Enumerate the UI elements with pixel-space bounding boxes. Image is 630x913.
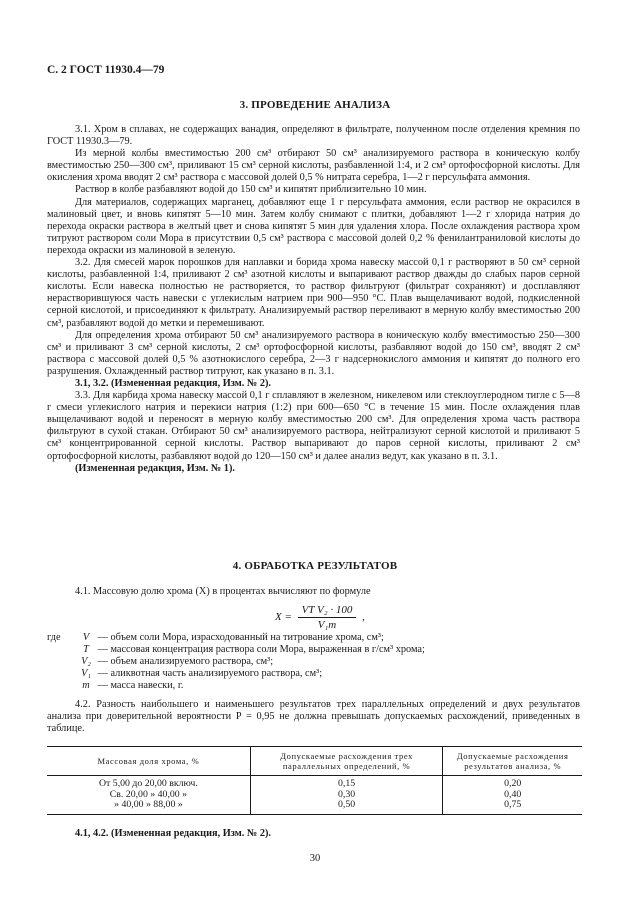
legend-row <box>47 668 580 680</box>
table-cell: 0,15 <box>250 776 443 790</box>
legend-row <box>47 656 580 668</box>
legend-text: — массовая концентрация раствора соли Мора, выраженная в г/см³ хрома; <box>97 644 425 655</box>
section-4-title: 4. ОБРАБОТКА РЕЗУЛЬТАТОВ <box>232 560 398 572</box>
legend-symbol: T <box>83 644 89 655</box>
page-header: С. 2 ГОСТ 11930.4—79 <box>47 64 165 76</box>
table-row <box>47 776 582 790</box>
table-cell: От 5,00 до 20,00 включ. <box>98 778 198 789</box>
section-3-body <box>47 124 580 475</box>
legend-text: — объем соли Мора, израсходованный на титрование хрома, см³; <box>97 632 384 643</box>
paragraph-3-1-procedure: Из мерной колбы вместимостью 200 см³ отбирают 50 см³ анализируемого раствора в коническую колбу вместимостью 250—300 см³, приливают 15 см³ серной кислоты, разбавленной 1:4, и 2 см³ ортофосфорной кислоты. Для окисления хрома вводят 2 см³ раствора с массовой долей 0,5 % нитрата серебра, 1—2 г персульфата аммония. <box>47 148 580 184</box>
table-cell: 0,50 <box>250 800 443 814</box>
table-cell: 0,40 <box>443 790 582 801</box>
section-3-title: 3. ПРОВЕДЕНИЕ АНАЛИЗА <box>239 99 391 111</box>
table-header-row <box>47 747 582 776</box>
formula-legend <box>47 632 580 692</box>
legend-symbol: V₁ <box>81 668 91 679</box>
amendment-note-3-1-3-2: 3.1, 3.2. (Измененная редакция, Изм. № 2). <box>75 377 271 389</box>
formula-lhs: X = <box>275 611 292 624</box>
legend-symbol: m <box>82 680 90 691</box>
paragraph-3-1-dilution: Раствор в колбе разбавляют водой до 150 см³ и кипятят приблизительно 10 мин. <box>75 184 427 196</box>
legend-row <box>47 644 580 656</box>
legend-row <box>47 680 580 692</box>
formula-tail: , <box>362 611 365 624</box>
table-header-cell: Допускаемые расхождения результатов анализа, % <box>443 747 582 776</box>
tolerance-table-grid <box>47 746 582 815</box>
paragraph-4-1 <box>47 586 580 598</box>
paragraph-3-2-determination: Для определения хрома отбирают 50 см³ анализируемого раствора в коническую колбу вместимостью 250—300 см³ и приливают 3 см³ серной кислоты, 2 см³ ортофосфорной кислоты, разбавляют водой до 150 см³, вводят 2 см³ раствора с массовой долей 0,5 % азотнокислого серебра, 2—3 г надсернокислого аммония и кипятят до полного его разрушения. Охлажденный раствор титруют, как указано в п. 3.1. <box>47 329 580 377</box>
paragraph-3-1-manganese: Для материалов, содержащих марганец, добавляют еще 1 г персульфата аммония, если раствор не окрасился в малиновый цвет, и вновь кипятят 5—10 мин. Затем колбу снимают с плитки, добавляют 1—2 г хлорида натрия до перехода окраски раствора в желтый цвет и снова кипятят 5 мин для удаления хлора. После охлаждения раствора хром титруют раствором соли Мора в присутствии 0,5 см³ раствора с массовой долей 0,2 % фенилантраниловой кислоты до перехода окраски из малиновой в зеленую. <box>47 196 580 256</box>
chromium-formula <box>275 604 365 631</box>
table-row <box>47 800 582 814</box>
formula-denominator: V₁m <box>317 619 337 631</box>
table-cell: Св. 20,00 » 40,00 » <box>109 788 188 800</box>
paragraph-4-2 <box>47 699 580 735</box>
amendment-note-4-text: 4.1, 4.2. (Измененная редакция, Изм. № 2). <box>75 828 271 839</box>
formula-fraction <box>298 604 357 631</box>
table-cell: » 40,00 » 88,00 » <box>114 799 183 810</box>
table-cell: 0,75 <box>443 800 582 814</box>
table-header-cell: Допускаемые расхождения трех параллельных определений, % <box>250 747 443 776</box>
legend-text: — объем анализируемого раствора, см³; <box>97 656 274 667</box>
page-number: 30 <box>309 853 321 864</box>
legend-text: — аликвотная часть анализируемого раствора, см³; <box>97 668 323 679</box>
legend-lead: где <box>47 632 61 643</box>
legend-symbol: V₂ <box>81 656 91 667</box>
amendment-note-3-3: (Измененная редакция, Изм. № 1). <box>75 462 235 474</box>
table-cell: 0,30 <box>250 790 443 801</box>
tolerance-table <box>47 746 582 815</box>
formula-numerator: VT V₂ · 100 <box>298 604 357 618</box>
paragraph-4-1-text: 4.1. Массовую долю хрома (X) в процентах вычисляют по формуле <box>75 586 371 597</box>
paragraph-3-3: 3.3. Для карбида хрома навеску массой 0,1 г сплавляют в железном, никелевом или стеклоуглеродном тигле с 5—8 г смеси углекислого натрия и перекиси натрия (1:2) при 600—650 °С в течение 15 мин. После охлаждения плав выщелачивают водой и переносят в мерную колбу вместимостью 200 см³. Для определения хрома часть раствора фильтруют в сухой стакан. Отбирают 50 см³ анализируемого раствора, нейтрализуют серной кислотой и приливают 5 см³ концентрированной серной кислоты. Раствор выпаривают до паров серной кислоты, приливают 2 см³ ортофосфорной кислоты, разбавляют водой до 120—150 см³ и далее анализ ведут, как указано в п. 3.1. <box>47 390 580 462</box>
paragraph-4-2-text: 4.2. Разность наибольшего и наименьшего результатов трех параллельных определений и двух результатов анализа при доверительной вероятности P = 0,95 не должна превышать допускаемых расхождений, приведенных в таблице. <box>47 699 580 735</box>
table-cell: 0,20 <box>443 776 582 790</box>
paragraph-3-2: 3.2. Для смесей марок порошков для наплавки и борида хрома навеску массой 0,1 г растворяют в 50 см³ серной кислоты, разбавленной 1:4, приливают 2 см³ азотной кислоты и выпаривают раствор дважды до слабых паров серной кислоты. Если навеска полностью не растворяется, то раствор фильтруют (фильтрат сохраняют) и досплавляют нерастворившуюся часть навески с углекислым натрием при 900—950 °С. Плав выщелачивают водой, подкисленной серной кислотой, и присоединяют к фильтрату. Анализируемый раствор переливают в мерную колбу вместимостью 200 см³, разбавляют водой до метки и перемешивают. <box>47 257 580 329</box>
amendment-note-4 <box>75 828 271 839</box>
table-header-cell: Массовая доля хрома, % <box>97 756 200 766</box>
legend-row <box>47 632 580 644</box>
legend-symbol: V <box>82 632 90 643</box>
paragraph-3-1: 3.1. Хром в сплавах, не содержащих ванадия, определяют в фильтрате, полученном после отделения кремния по ГОСТ 11930.3—79. <box>47 124 580 148</box>
legend-text: — масса навески, г. <box>97 680 184 691</box>
